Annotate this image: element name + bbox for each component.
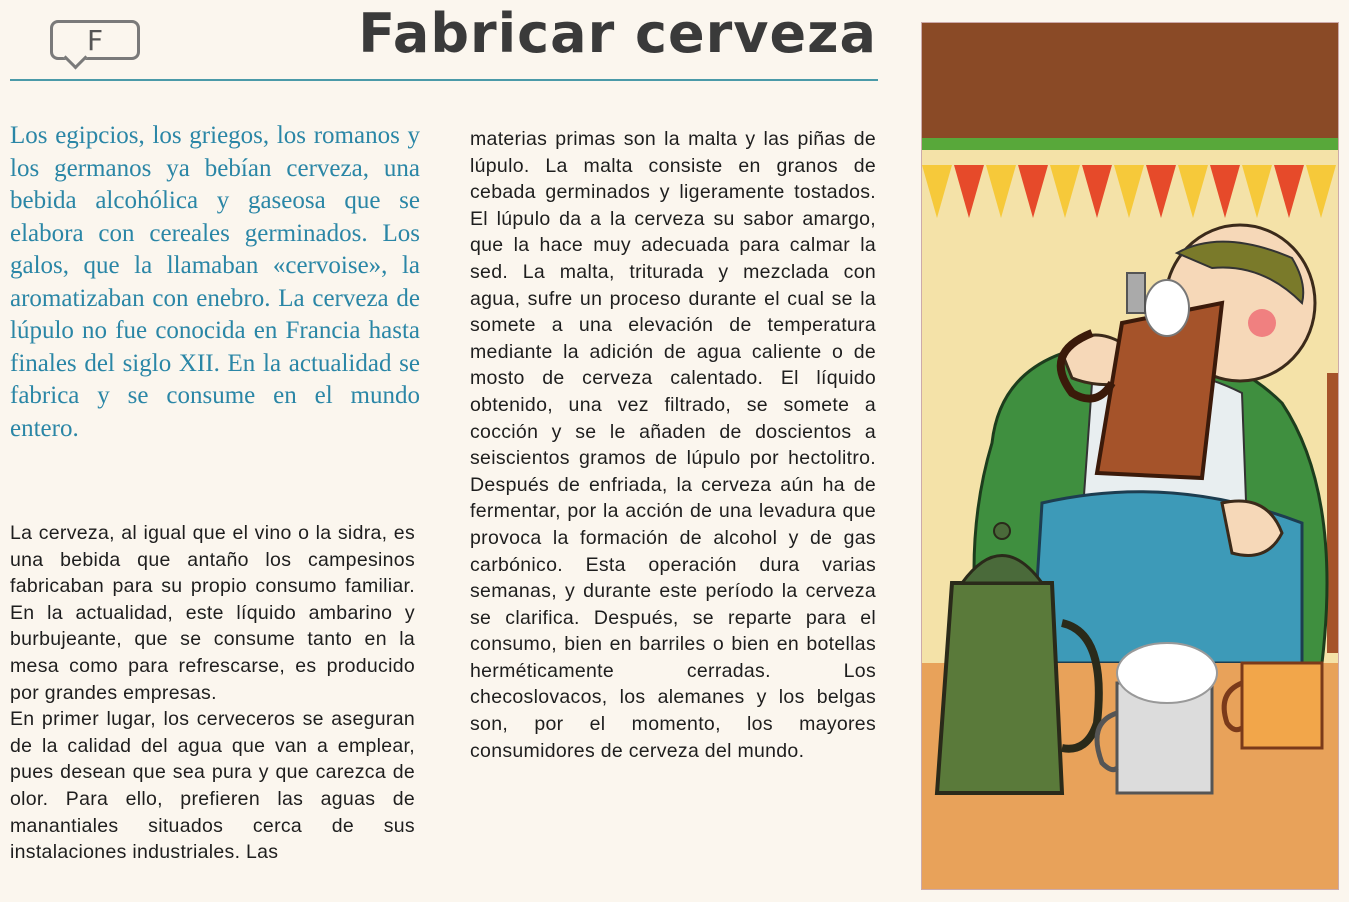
text-column-right xyxy=(470,126,876,764)
text-column-left xyxy=(10,520,415,866)
body-paragraph-2: En primer lugar, los cerveceros se aseguran de la calidad del agua que van a emplear, pues desean que sea pura y que carezca de olor. Para ello, prefieren las aguas de manantiales situados cerca de sus instalaciones industriales. Las xyxy=(10,708,415,864)
body-paragraph-3: materias primas son la malta y las piñas de lúpulo. La malta consiste en granos de cebada germinados y ligeramente tostados. El lúpulo da a la cerveza su sabor amargo, que la hace muy adecuada para calmar la sed. La malta, triturada y mezclada con agua, sufre un proceso durante el cual se la somete a una elevación de temperatura mediante la adición de agua caliente o de mosto de cerveza calentado. El líquido obtenido, una vez filtrado, se somete a cocción y se le añaden de doscientos a seiscientos gramos de lúpulo por hectolitro. Después de enfriada, la cerveza aún ha de fermentar, por la acción de una levadura que provoca la formación de alcohol y de gas carbónico. Esta operación dura varias semanas, y durante este período la cerveza se clarifica. Después, se reparte para el consumo, bien en barriles o bien en botellas herméticamente cerradas. Los checoslovacos, los alemanes y los belgas son, por el momento, los mayores consumidores de cerveza del mundo. xyxy=(470,128,876,762)
page-title: Fabricar cerveza xyxy=(358,2,877,65)
section-letter-badge xyxy=(50,20,140,60)
title-divider xyxy=(10,79,878,81)
section-letter: F xyxy=(86,23,104,57)
man-drinking-beer-illustration xyxy=(921,22,1339,890)
chair-back xyxy=(1327,373,1339,653)
body-paragraph-1: La cerveza, al igual que el vino o la sidra, es una bebida que antaño los campesinos fabricaban para su propio consumo familiar. En la actualidad, este líquido ambarino y burbujeante, que se consume tanto en la mesa como para refrescarse, es producido por grandes empresas. xyxy=(10,522,415,704)
bunting-stripe xyxy=(922,138,1339,150)
illustration-svg xyxy=(922,23,1339,890)
intro-paragraph: Los egipcios, los griegos, los romanos y los germanos ya bebían cerveza, una bebida alcohólica y gaseosa que se elabora con cereales germinados. Los galos, que la llamaban «cervoise», la aromatizaban con enebro. La cerveza de lúpulo no fue conocida en Francia hasta finales del siglo XII. En la actualidad se fabrica y se consume en el mundo entero. xyxy=(10,122,420,442)
wall-top xyxy=(922,23,1339,138)
